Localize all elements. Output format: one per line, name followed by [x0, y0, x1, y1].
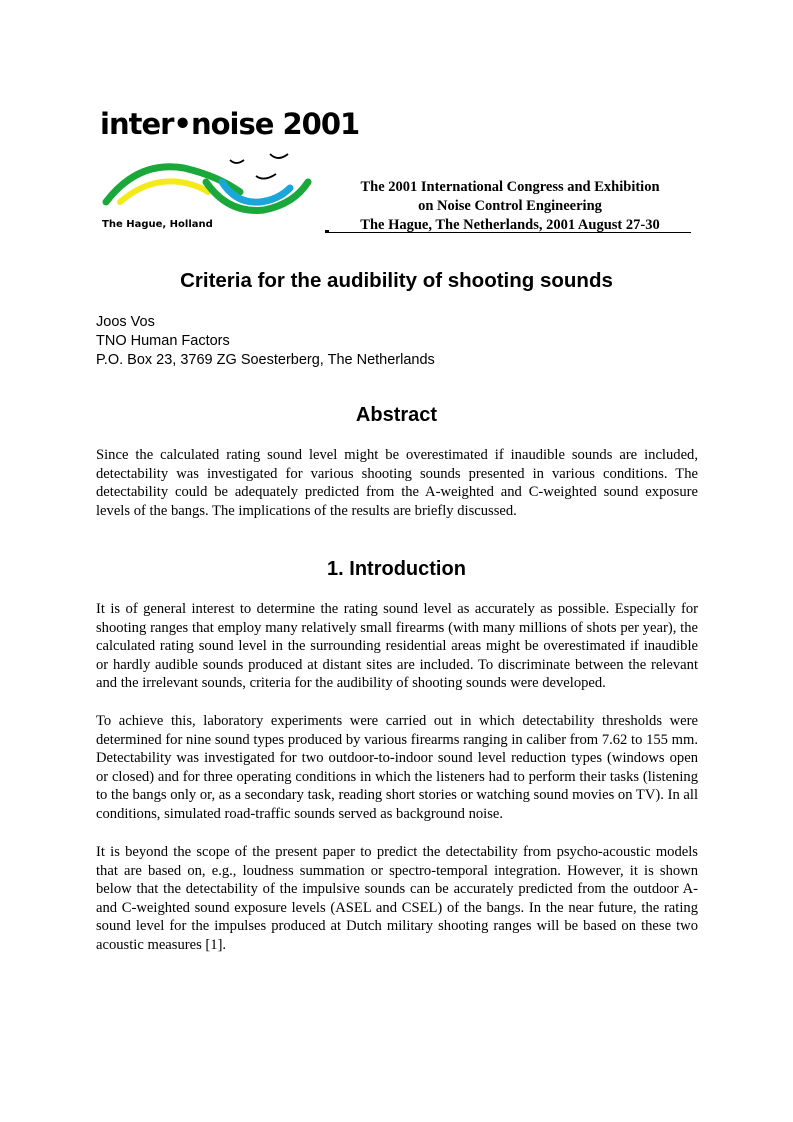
- author-block: [96, 313, 435, 370]
- header-line-3: The Hague, The Netherlands, 2001 August 27-30: [360, 217, 660, 233]
- header-line-1: The 2001 International Congress and Exhibition: [360, 179, 660, 195]
- logo-wordmark: inter•noise 2001: [100, 107, 360, 141]
- header-rule: [325, 232, 691, 233]
- introduction-heading: 1. Introduction: [327, 558, 466, 580]
- abstract-heading: Abstract: [355, 404, 438, 426]
- author-address: P.O. Box 23, 3769 ZG Soesterberg, The Netherlands: [96, 352, 435, 368]
- abstract-text: Since the calculated rating sound level might be overestimated if inaudible sounds are included, detectability was investigated for various shooting sounds presented in various conditions. The detectability could be adequately predicted from the A-weighted and C-weighted sound exposure levels of the bangs. The implications of the results are briefly discussed.: [96, 447, 698, 519]
- author-name: Joos Vos: [96, 314, 155, 330]
- intro-paragraph-1: It is of general interest to determine the rating sound level as accurately as possible. Especially for shooting ranges that employ many relatively small firearms (with many millions of shots per year), the calculated rating sound level in the surrounding residential areas might be overestimated if inaudible or hardly audible sounds produced at distant sites are included. To discriminate between the relevant and the irrelevant sounds, criteria for the audibility of shooting sounds were developed.: [96, 601, 698, 692]
- conference-logo: [98, 100, 360, 240]
- author-org: TNO Human Factors: [96, 333, 230, 349]
- paper-title: Criteria for the audibility of shooting sounds: [180, 269, 613, 292]
- logo-place: The Hague, Holland: [102, 219, 213, 230]
- intro-paragraph-3: It is beyond the scope of the present paper to predict the detectability from psycho-acoustic models that are based on, e.g., loudness summation or spectro-temporal integration. However, it is shown below that the detectability of the impulsive sounds can be accurately predicted from the outdoor A- and C-weighted sound exposure levels (ASEL and CSEL) of the bangs. In the near future, the rating sound level for the impulses produced at Dutch military shooting ranges will be based on these two acoustic measures [1].: [96, 844, 698, 953]
- intro-paragraph-2: To achieve this, laboratory experiments were carried out in which detectability thresholds were determined for nine sound types produced by various firearms ranging in caliber from 7.62 to 155 mm. Detectability was investigated for two outdoor-to-indoor sound level reduction types (windows open or closed) and for three operating conditions in which the listeners had to perform their tasks (listening to the bangs only or, as a secondary task, reading short stories or watching sound movies on TV). In all conditions, simulated road-traffic sounds served as background noise.: [96, 713, 698, 822]
- wave-logo-icon: [98, 152, 338, 222]
- header-line-2: on Noise Control Engineering: [418, 198, 602, 214]
- conference-header: [340, 178, 680, 235]
